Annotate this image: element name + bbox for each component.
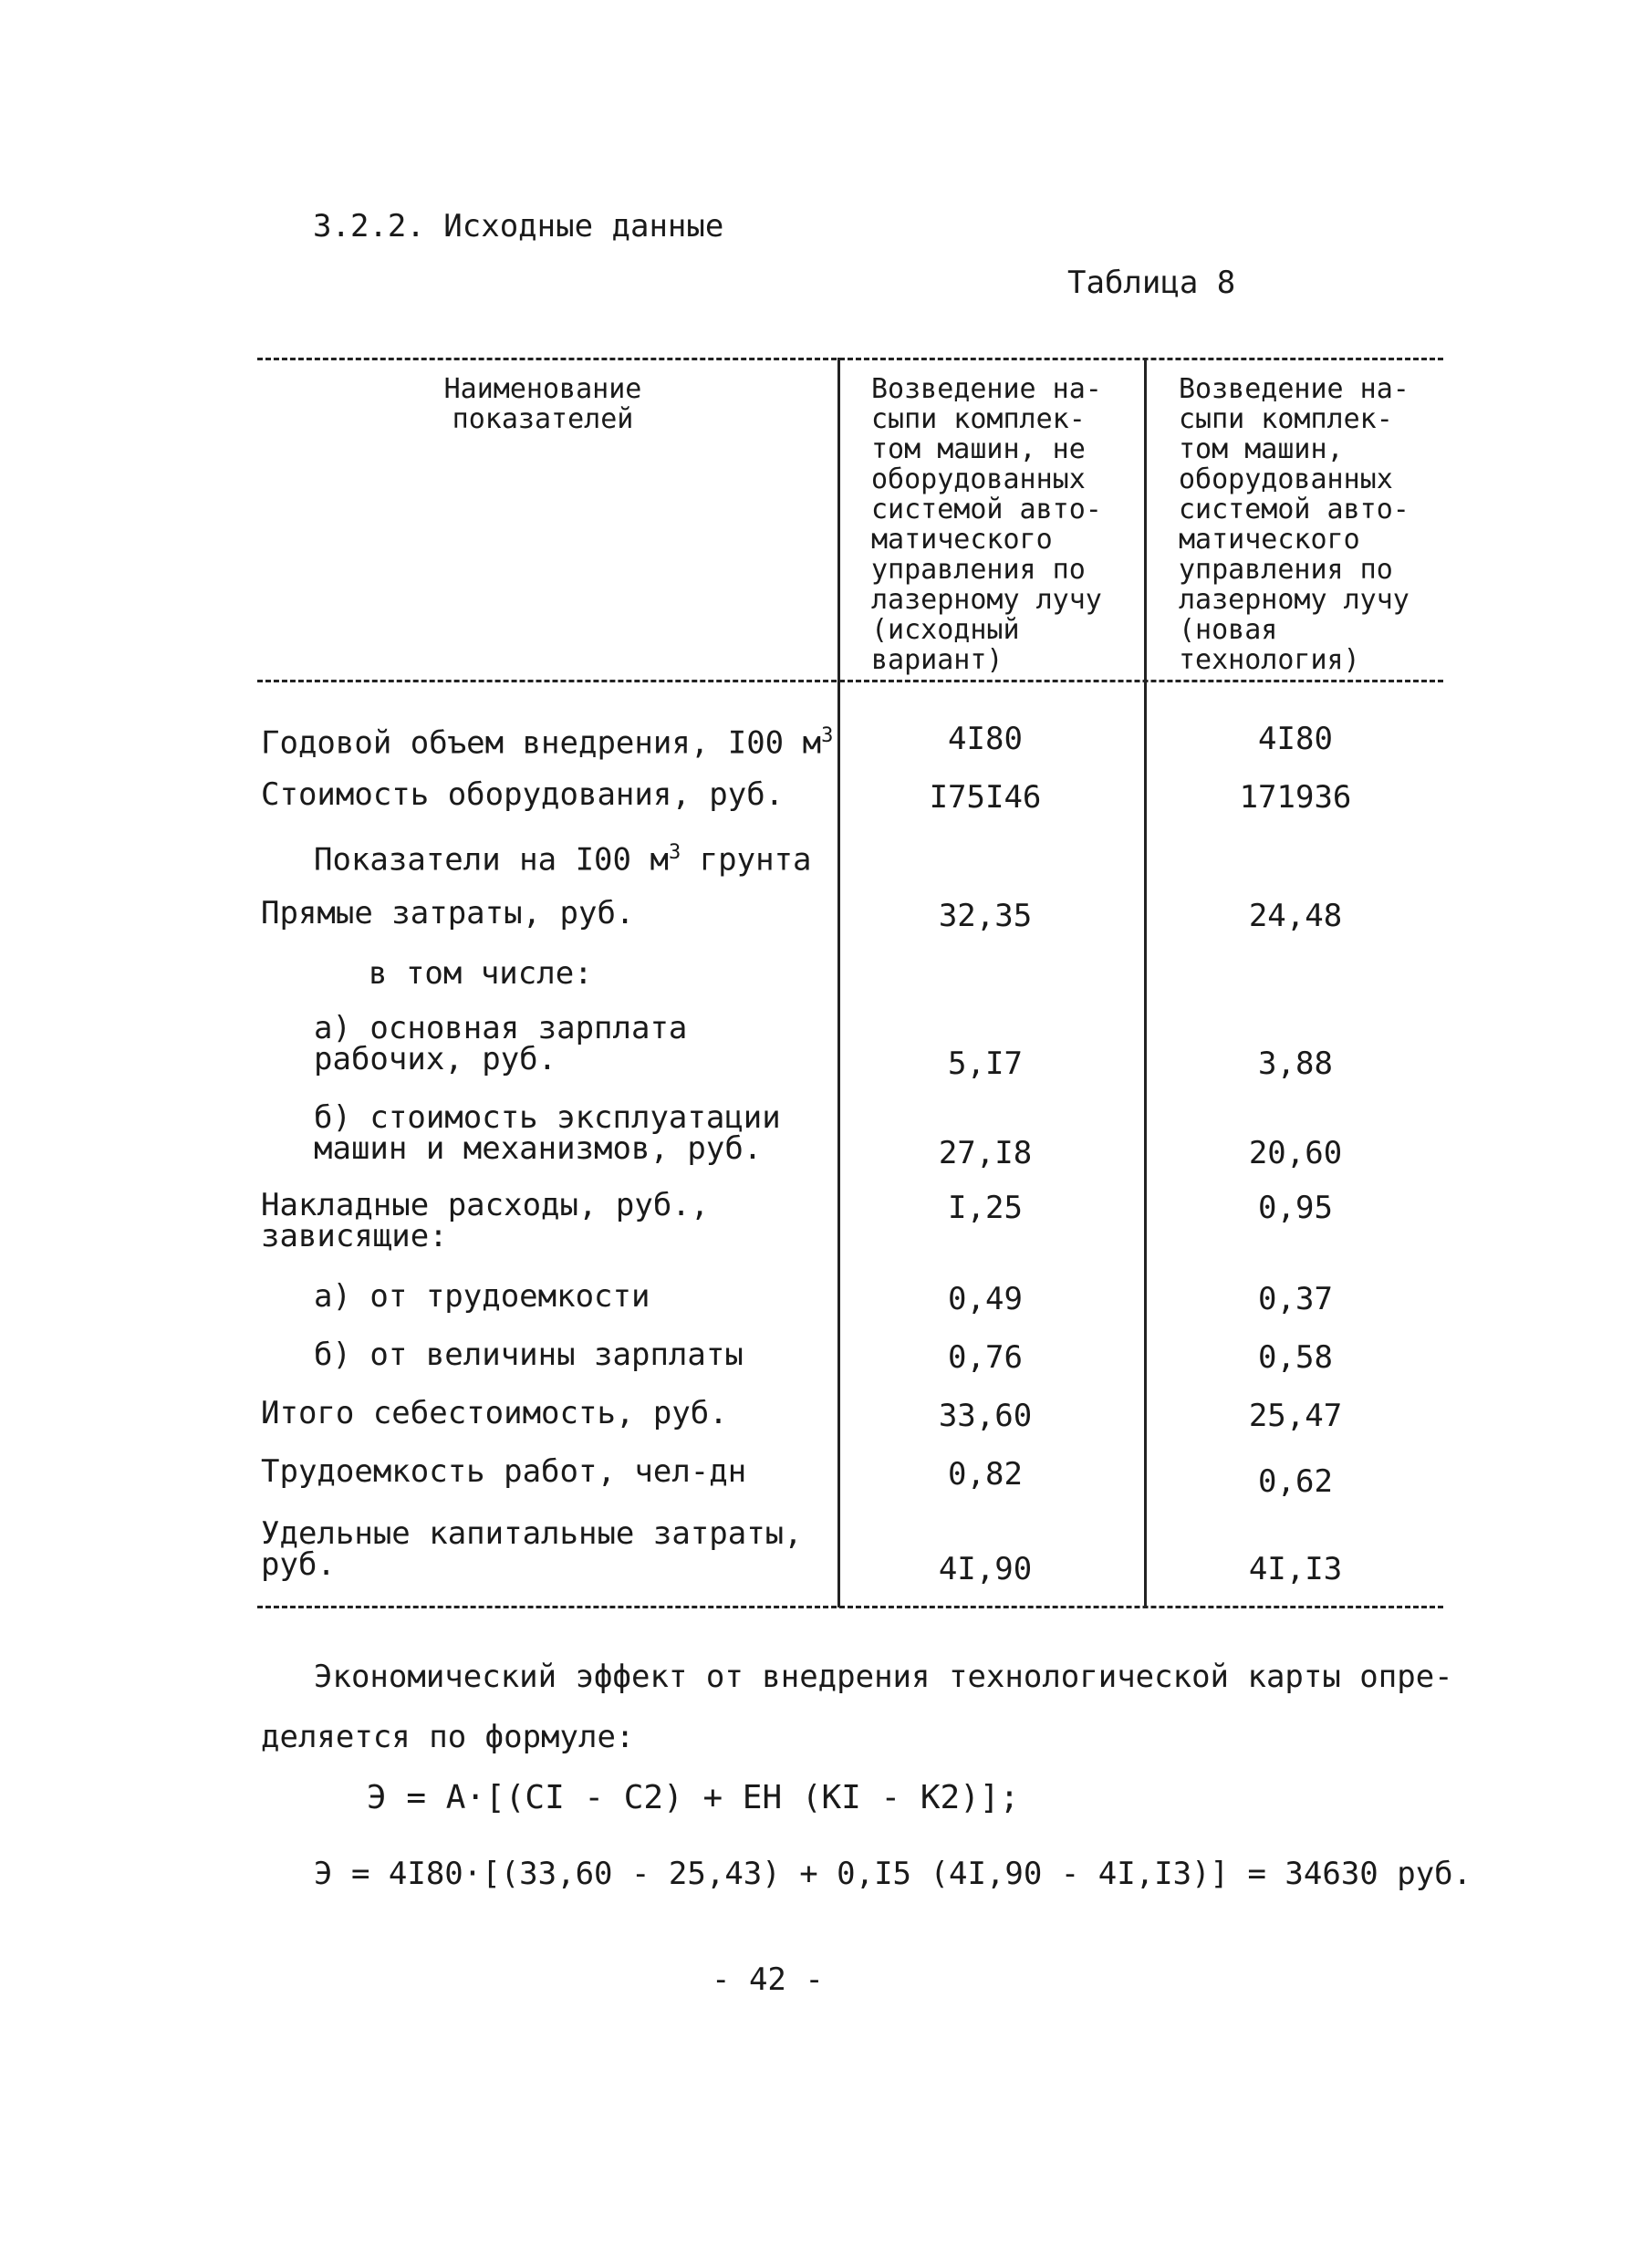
- value-new: 0,58: [1258, 1339, 1333, 1376]
- value-baseline: 33,60: [938, 1398, 1033, 1434]
- value-baseline: 0,76: [948, 1339, 1023, 1376]
- row-label: б) стоимость эксплуатации машин и механизмов, руб.: [314, 1099, 781, 1167]
- table-bottom-rule: [257, 1606, 1443, 1608]
- value-baseline: I75I46: [929, 779, 1042, 816]
- value-baseline: 0,49: [948, 1281, 1023, 1317]
- value-new: 0,62: [1258, 1463, 1333, 1500]
- value-new: 24,48: [1248, 898, 1343, 934]
- value-new: 0,37: [1258, 1281, 1333, 1317]
- effect-paragraph-line-2: деляется по формуле:: [261, 1719, 635, 1755]
- table-row: [0, 1515, 1633, 1587]
- value-new: 171936: [1239, 779, 1352, 816]
- row-label: Годовой объем внедрения, I00 $м^3$: [261, 724, 834, 762]
- row-label: Накладные расходы, руб., зависящие:: [261, 1187, 710, 1254]
- row-label: Стоимость оборудования, руб.: [261, 776, 785, 813]
- value-baseline: 32,35: [938, 898, 1033, 934]
- section-heading: 3.2.2. Исходные данные: [313, 208, 724, 244]
- table-row: [0, 1099, 1633, 1171]
- value-baseline: 0,82: [948, 1456, 1023, 1493]
- table-row: [0, 1010, 1633, 1082]
- row-label: в том числе:: [369, 955, 593, 992]
- value-new: 4I80: [1258, 721, 1333, 757]
- row-label: Прямые затраты, руб.: [261, 895, 635, 931]
- row-label: б) от величины зарплаты: [314, 1337, 744, 1373]
- row-label: Показатели на I00 $м^3$ грунта: [314, 841, 812, 879]
- value-new: 3,88: [1258, 1046, 1333, 1082]
- column-header-baseline: Возведение на- сыпи комплек- том машин, не оборудованных системой авто- матического управления по лазерному лучу (исходный вариант): [871, 373, 1102, 676]
- value-baseline: 4I80: [948, 721, 1023, 757]
- value-baseline: I,25: [948, 1190, 1023, 1226]
- table-top-rule: [257, 358, 1443, 360]
- row-label: а) от трудоемкости: [314, 1278, 650, 1315]
- column-header-new-technology: Возведение на- сыпи комплек- том машин, оборудованных системой авто- матического управления по лазерному лучу (новая технология): [1179, 373, 1409, 676]
- value-baseline: 4I,90: [938, 1551, 1033, 1587]
- column-header-indicators: Наименование показателей: [443, 373, 642, 435]
- formula-numeric: Э = 4I80·[(33,60 - 25,43) + 0,I5 (4I,90 - 4I,I3)] = 34630 руб.: [314, 1856, 1472, 1892]
- page-number: - 42 -: [712, 1961, 824, 1998]
- value-new: 0,95: [1258, 1190, 1333, 1226]
- value-baseline: 5,I7: [948, 1046, 1023, 1082]
- row-label: Трудоемкость работ, чел-дн: [261, 1453, 747, 1490]
- table-label: Таблица 8: [1067, 265, 1236, 301]
- value-new: 25,47: [1248, 1398, 1343, 1434]
- table-header-rule: [257, 680, 1443, 682]
- effect-paragraph-line-1: Экономический эффект от внедрения технологической карты опре-: [314, 1659, 1453, 1695]
- row-label: Удельные капитальные затраты, руб.: [261, 1515, 803, 1583]
- value-new: 20,60: [1248, 1135, 1343, 1171]
- row-label: а) основная зарплата рабочих, руб.: [314, 1010, 688, 1077]
- value-baseline: 27,I8: [938, 1135, 1033, 1171]
- row-label: Итого себестоимость, руб.: [261, 1395, 728, 1431]
- value-new: 4I,I3: [1248, 1551, 1343, 1587]
- formula-general: Э = A·[(CI - C2) + EН (KI - K2)];: [367, 1779, 1020, 1816]
